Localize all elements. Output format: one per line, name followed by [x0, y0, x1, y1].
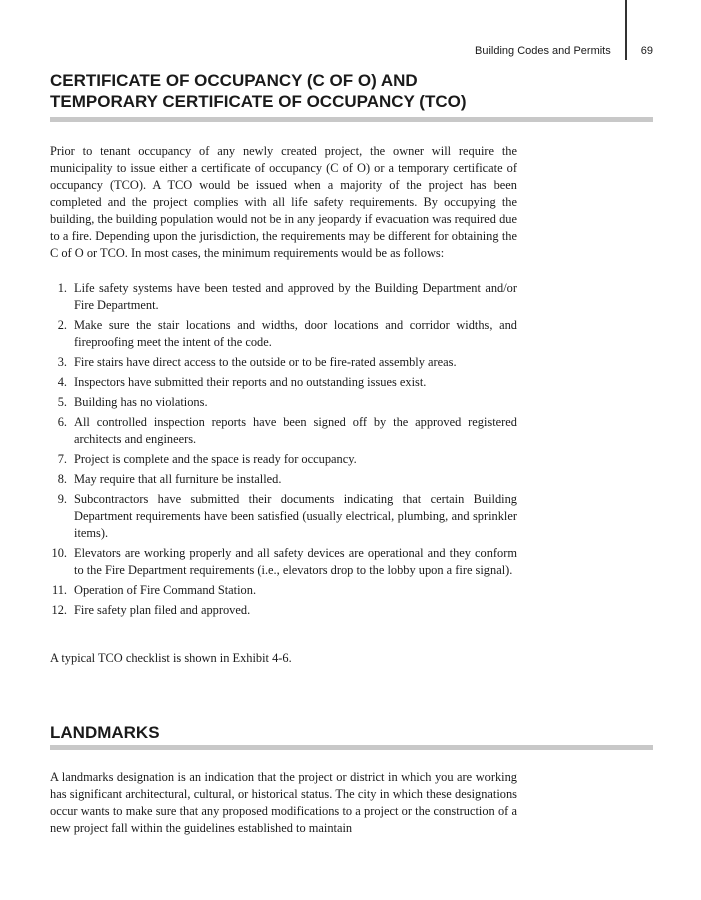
list-item-text: Make sure the stair locations and widths, door locations and corridor widths, and fireproofing meet the intent of the code. [74, 318, 517, 349]
list-item-text: May require that all furniture be installed. [74, 472, 282, 486]
list-item-text: Project is complete and the space is ready for occupancy. [74, 452, 357, 466]
list-item-number: 4. [57, 375, 67, 389]
list-item-text: All controlled inspection reports have been signed off by the approved registered architects and engineers. [74, 415, 517, 446]
list-item-text: Fire safety plan filed and approved. [74, 603, 251, 617]
section-title-line-1: CERTIFICATE OF OCCUPANCY (C OF O) AND [50, 71, 418, 90]
section-title-underline-bar [50, 117, 653, 122]
list-item [50, 545, 517, 579]
list-item-text: Life safety systems have been tested and approved by the Building Department and/or Fire Department. [74, 281, 517, 312]
list-item-number: 6. [57, 415, 67, 429]
list-item [50, 491, 517, 542]
list-item [50, 582, 517, 599]
list-item-number: 2. [57, 318, 67, 332]
list-item [50, 317, 517, 351]
list-item-number: 10. [51, 546, 67, 560]
list-item-number: 3. [57, 355, 67, 369]
running-title: Building Codes and Permits [475, 45, 611, 57]
section-title-certificate-of-occupancy [50, 70, 467, 112]
list-item [50, 602, 517, 619]
list-item-text: Operation of Fire Command Station. [74, 583, 257, 597]
section-title-landmarks: LANDMARKS [50, 723, 160, 742]
list-item [50, 414, 517, 448]
closing-paragraph: A typical TCO checklist is shown in Exhibit 4-6. [50, 651, 292, 665]
section-title-underline-bar [50, 745, 653, 750]
list-item-number: 9. [57, 492, 67, 506]
list-item [50, 451, 517, 468]
list-item [50, 280, 517, 314]
list-item-text: Subcontractors have submitted their documents indicating that certain Building Department requirements have been satisfied (usually electrical, plumbing, and sprinkler items). [74, 492, 517, 540]
requirements-list [50, 280, 517, 622]
list-item-number: 8. [57, 472, 67, 486]
list-item-number: 5. [57, 395, 67, 409]
running-header [475, 45, 653, 57]
list-item-text: Elevators are working properly and all safety devices are operational and they conform to the Fire Department requirements (i.e., elevators drop to the lobby upon a fire signal). [74, 546, 517, 577]
list-item-text: Building has no violations. [74, 395, 208, 409]
section-title-line-2: TEMPORARY CERTIFICATE OF OCCUPANCY (TCO) [50, 92, 467, 111]
list-item-number: 7. [57, 452, 67, 466]
landmarks-paragraph: A landmarks designation is an indication that the project or district in which you are working has significant architectural, cultural, or historical status. The city in which these designations occur wants to make sure that any proposed modifications to a project or the construction of a new project fall within the guidelines established to maintain [50, 770, 517, 835]
list-item-number: 12. [51, 603, 67, 617]
list-item-text: Inspectors have submitted their reports and no outstanding issues exist. [74, 375, 427, 389]
intro-paragraph: Prior to tenant occupancy of any newly created project, the owner will require the municipality to issue either a certificate of occupancy (C of O) or a temporary certificate of occupancy (TCO). A TCO would be issued when a majority of the project has been completed and the project complies with all life safety requirements. By occupying the building, the building population would not be in any jeopardy if evacuation was required due to a fire. Depending upon the jurisdiction, the requirements may be different for obtaining the C of O or TCO. In most cases, the minimum requirements would be as follows: [50, 144, 517, 260]
list-item [50, 394, 517, 411]
list-item-number: 11. [51, 583, 67, 597]
page-number: 69 [640, 45, 653, 57]
list-item [50, 471, 517, 488]
list-item-text: Fire stairs have direct access to the outside or to be fire-rated assembly areas. [74, 355, 457, 369]
list-item-number: 1. [57, 281, 67, 295]
list-item [50, 374, 517, 391]
list-item [50, 354, 517, 371]
